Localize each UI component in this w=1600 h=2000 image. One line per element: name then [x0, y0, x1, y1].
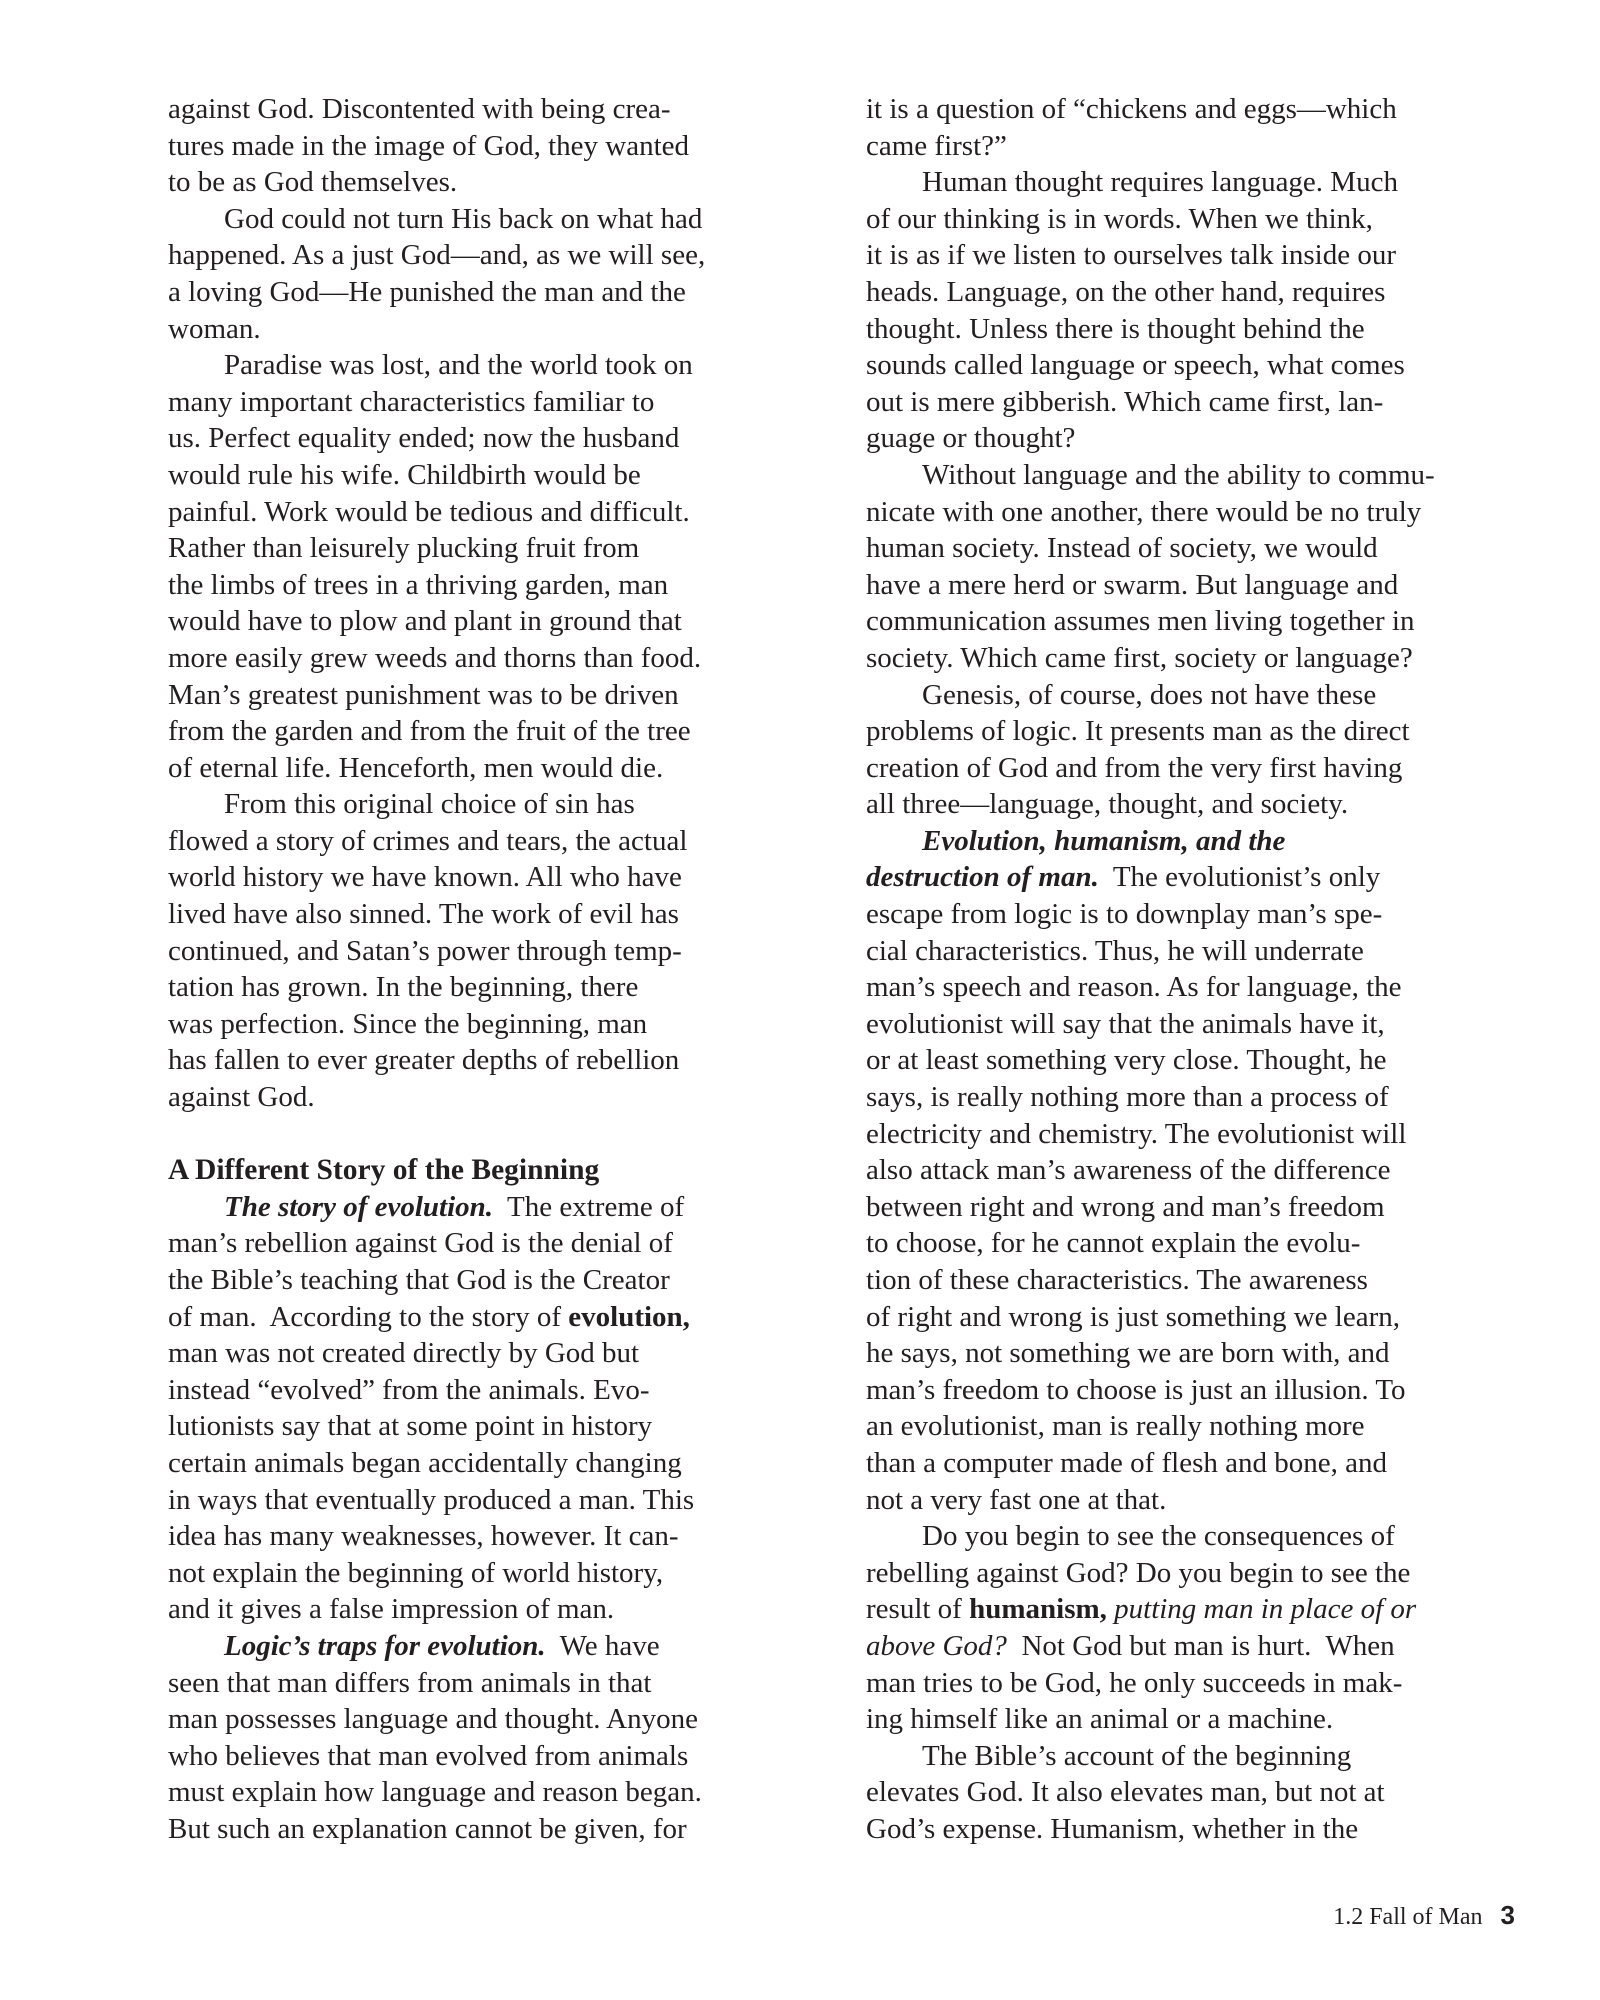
text-line: man tries to be God, he only succeeds in mak- — [866, 1666, 1403, 1699]
text-line: thought. Unless there is thought behind the — [866, 312, 1365, 345]
text-line: Man’s greatest punishment was to be driven — [168, 678, 679, 711]
text-line: flowed a story of crimes and tears, the actual — [168, 824, 688, 857]
text-line: Human thought requires language. Much — [922, 166, 1398, 199]
text-line: the limbs of trees in a thriving garden, man — [168, 568, 669, 601]
running-footer-section: 1.2 Fall of Man — [1333, 1904, 1483, 1930]
right-column — [866, 91, 1506, 1848]
text-line: nicate with one another, there would be no truly — [866, 495, 1422, 528]
text-line: God’s expense. Humanism, whether in the — [866, 1812, 1359, 1845]
text-run: The extreme of — [493, 1190, 685, 1223]
text-line: man’s speech and reason. As for language, the — [866, 971, 1402, 1004]
text-line: came first?” — [866, 129, 1007, 162]
text-line: sounds called language or speech, what comes — [866, 349, 1405, 382]
text-line: problems of logic. It presents man as the direct — [866, 715, 1410, 748]
text-line: or at least something very close. Thought, he — [866, 1044, 1387, 1077]
page-number: 3 — [1500, 1900, 1515, 1930]
run-in-head: The story of evolution. — [224, 1190, 494, 1223]
text-run: Not God but man is hurt. When — [1006, 1629, 1395, 1662]
text-line: more easily grew weeds and thorns than food. — [168, 641, 702, 674]
text-line: electricity and chemistry. The evolutionist will — [866, 1117, 1407, 1150]
text-line — [866, 859, 1506, 896]
text-line: The Bible’s account of the beginning — [922, 1739, 1352, 1772]
text-line: Paradise was lost, and the world took on — [224, 349, 693, 382]
text-line: against God. — [168, 1081, 315, 1114]
text-line: in ways that eventually produced a man. This — [168, 1483, 695, 1516]
text-line: certain animals began accidentally changing — [168, 1446, 682, 1479]
text-line: idea has many weaknesses, however. It can- — [168, 1520, 679, 1553]
text-line: tation has grown. In the beginning, there — [168, 971, 639, 1004]
text-line: Genesis, of course, does not have these — [922, 678, 1377, 711]
text-line: man possesses language and thought. Anyone — [168, 1703, 698, 1736]
text-line: man was not created directly by God but — [168, 1337, 640, 1370]
section-heading: A Different Story of the Beginning — [168, 1154, 600, 1187]
text-run: of man. According to the story of — [168, 1300, 569, 1333]
text-line: lutionists say that at some point in history — [168, 1410, 653, 1443]
text-line: has fallen to ever greater depths of rebellion — [168, 1044, 680, 1077]
text-line: Rather than leisurely plucking fruit from — [168, 532, 640, 565]
text-run: result of — [866, 1593, 970, 1626]
text-line: and it gives a false impression of man. — [168, 1593, 615, 1626]
text-line: of our thinking is in words. When we think, — [866, 202, 1373, 235]
text-line: man’s rebellion against God is the denial of — [168, 1227, 673, 1260]
text-line: was perfection. Since the beginning, man — [168, 1007, 648, 1040]
text-line: would have to plow and plant in ground that — [168, 605, 682, 638]
text-line: instead “evolved” from the animals. Evo- — [168, 1373, 650, 1406]
text-line: all three—language, thought, and society. — [866, 788, 1349, 821]
section-spacer — [168, 1116, 808, 1153]
text-line: from the garden and from the fruit of the tree — [168, 715, 691, 748]
text-line: it is as if we listen to ourselves talk inside our — [866, 239, 1396, 272]
text-line: to be as God themselves. — [168, 166, 458, 199]
text-line: happened. As a just God—and, as we will see, — [168, 239, 706, 272]
text-line: an evolutionist, man is really nothing more — [866, 1410, 1365, 1443]
page-footer — [1300, 1900, 1515, 1931]
text-line: must explain how language and reason began. — [168, 1776, 702, 1809]
text-line: it is a question of “chickens and eggs—which — [866, 93, 1397, 125]
text-line: many important characteristics familiar to — [168, 385, 655, 418]
text-line: tures made in the image of God, they wanted — [168, 129, 690, 162]
text-line — [866, 1591, 1506, 1628]
text-line: human society. Instead of society, we would — [866, 532, 1378, 565]
text-line: would rule his wife. Childbirth would be — [168, 458, 641, 491]
text-line: man’s freedom to choose is just an illusion. To — [866, 1373, 1406, 1406]
text-line: says, is really nothing more than a process of — [866, 1081, 1389, 1114]
text-line — [866, 1628, 1506, 1665]
text-line: heads. Language, on the other hand, requires — [866, 275, 1386, 308]
text-line: between right and wrong and man’s freedom — [866, 1190, 1385, 1223]
text-line: But such an explanation cannot be given, for — [168, 1812, 687, 1845]
text-line: to choose, for he cannot explain the evolu- — [866, 1227, 1361, 1260]
text-line: painful. Work would be tedious and difficult. — [168, 495, 690, 528]
text-line: not explain the beginning of world history, — [168, 1556, 664, 1589]
text-line: guage or thought? — [866, 422, 1076, 455]
text-line: evolutionist will say that the animals have it, — [866, 1007, 1385, 1040]
text-line: ing himself like an animal or a machine. — [866, 1703, 1334, 1736]
text-line: Without language and the ability to commu- — [922, 458, 1435, 491]
text-line: also attack man’s awareness of the difference — [866, 1154, 1391, 1187]
text-line: the Bible’s teaching that God is the Creator — [168, 1264, 670, 1296]
text-line: communication assumes men living together in — [866, 605, 1415, 638]
text-line: tion of these characteristics. The awareness — [866, 1264, 1368, 1296]
definition-text: above God? — [866, 1629, 1007, 1662]
text-line: Do you begin to see the consequences of — [922, 1520, 1395, 1553]
key-term: humanism, — [969, 1593, 1107, 1626]
text-line: society. Which came first, society or language? — [866, 641, 1413, 674]
text-line: than a computer made of flesh and bone, and — [866, 1446, 1388, 1479]
text-line: of eternal life. Henceforth, men would die. — [168, 751, 664, 784]
text-run: We have — [545, 1629, 660, 1662]
text-line: cial characteristics. Thus, he will underrate — [866, 934, 1364, 967]
text-line: rebelling against God? Do you begin to see the — [866, 1556, 1411, 1589]
text-line — [168, 1299, 808, 1336]
text-line: of right and wrong is just something we learn, — [866, 1300, 1400, 1333]
text-line: against God. Discontented with being crea- — [168, 93, 671, 125]
definition-text: putting man in place of or — [1106, 1593, 1417, 1626]
text-line — [168, 1189, 808, 1226]
text-line: escape from logic is to downplay man’s spe- — [866, 898, 1383, 931]
text-line: he says, not something we are born with, and — [866, 1337, 1390, 1370]
run-in-head: destruction of man. — [866, 861, 1099, 894]
text-line: God could not turn His back on what had — [224, 202, 703, 235]
text-line: out is mere gibberish. Which came first, lan- — [866, 385, 1384, 418]
text-line: woman. — [168, 312, 261, 345]
text-line — [168, 1628, 808, 1665]
text-line: us. Perfect equality ended; now the husband — [168, 422, 680, 455]
text-line: not a very fast one at that. — [866, 1483, 1167, 1516]
text-line: From this original choice of sin has — [224, 788, 635, 821]
text-line: who believes that man evolved from animals — [168, 1739, 689, 1772]
text-run: The evolutionist’s only — [1098, 861, 1381, 894]
text-line: have a mere herd or swarm. But language and — [866, 568, 1399, 601]
run-in-head: Evolution, humanism, and the — [922, 824, 1286, 857]
text-line: a loving God—He punished the man and the — [168, 275, 686, 308]
text-line: creation of God and from the very first having — [866, 751, 1403, 784]
text-line: lived have also sinned. The work of evil has — [168, 898, 679, 931]
left-column — [168, 91, 808, 1848]
text-line: elevates God. It also elevates man, but not at — [866, 1776, 1385, 1809]
text-line: seen that man differs from animals in that — [168, 1666, 652, 1699]
text-line: world history we have known. All who have — [168, 861, 682, 894]
text-line: continued, and Satan’s power through temp- — [168, 934, 682, 967]
key-term: evolution, — [568, 1300, 690, 1333]
run-in-head: Logic’s traps for evolution. — [224, 1629, 546, 1662]
